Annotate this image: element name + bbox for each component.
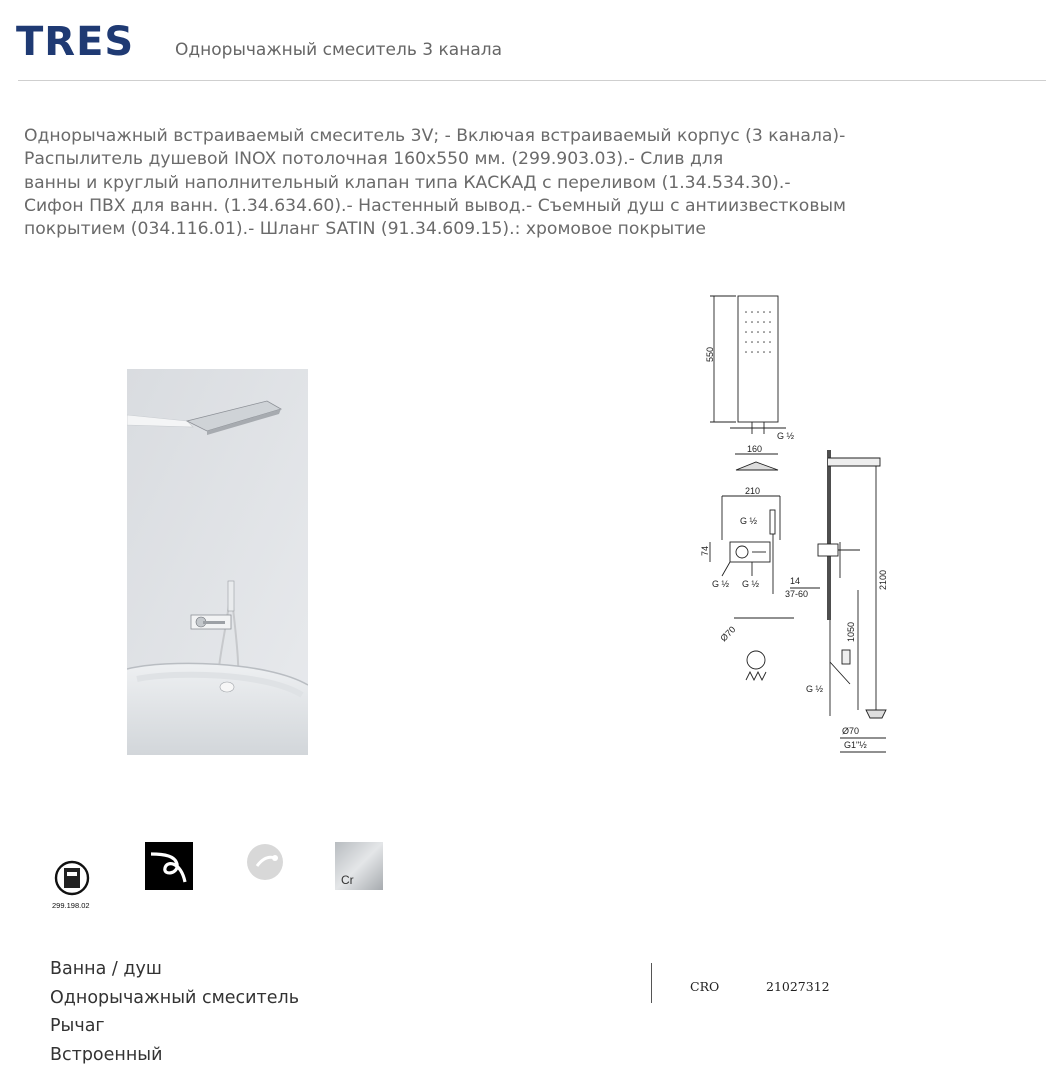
chrome-finish-icon[interactable] [335, 842, 383, 890]
page-header [0, 0, 1058, 82]
dim-g-half-mid: G ½ [740, 516, 758, 526]
dim-1050: 1050 [846, 621, 856, 642]
spec-item: Встроенный [50, 1044, 163, 1065]
hand-shower-icon[interactable] [245, 842, 285, 882]
description-line: Однорычажный встраиваемый смеситель 3V; - Включая встраиваемый корпус (3 канала)- [24, 126, 846, 146]
finish-code: Cr [341, 873, 354, 887]
dim-g-half-top: G ½ [777, 431, 795, 441]
page-title: Однорычажный смеситель 3 канала [175, 40, 503, 60]
product-code: 21027312 [766, 979, 830, 994]
code-divider [651, 963, 652, 1003]
product-specs [50, 955, 299, 1069]
dim-d70-bottom: Ø70 [842, 726, 860, 736]
dim-g-half-low: G ½ [806, 684, 824, 694]
part-code: 299.198.02 [52, 901, 90, 910]
dim-g-half-right: G ½ [742, 579, 760, 589]
dim-2100: 2100 [878, 569, 888, 590]
dim-g1-half: G1"½ [844, 740, 867, 750]
description-line: Распылитель душевой INOX потолочная 160x550 мм. (299.903.03).- Слив для [24, 149, 724, 170]
dim-14: 14 [790, 576, 801, 586]
spec-item: Однорычажный смеситель [50, 987, 300, 1008]
description-line: Сифон ПВХ для ванн. (1.34.634.60).- Настенный вывод.- Съемный душ с антиизвестковым [24, 195, 846, 216]
dim-210: 210 [745, 486, 761, 496]
dim-g-half-left: G ½ [712, 579, 730, 589]
dim-37-60: 37-60 [785, 589, 809, 599]
part-badge-icon[interactable] [50, 858, 96, 910]
dim-550: 550 [705, 346, 715, 362]
hose-icon[interactable] [145, 842, 193, 890]
product-photo[interactable] [127, 369, 308, 755]
spec-item: Рычаг [50, 1016, 105, 1036]
finish-label: CRO [690, 979, 720, 994]
dim-d70-left: Ø70 [718, 624, 738, 644]
technical-drawing[interactable] [690, 290, 920, 770]
description-line: покрытием (034.116.01).- Шланг SATIN (91.34.609.15).: хромовое покрытие [24, 219, 706, 240]
dim-74: 74 [700, 545, 710, 556]
description-line: ванны и круглый наполнительный клапан типа КАСКАД с переливом (1.34.534.30).- [24, 172, 791, 193]
spec-item: Ванна / душ [50, 959, 162, 979]
header-divider [18, 80, 1046, 81]
product-description [24, 125, 984, 241]
tres-logo[interactable]: TRES [16, 19, 135, 65]
dim-160: 160 [747, 444, 763, 454]
